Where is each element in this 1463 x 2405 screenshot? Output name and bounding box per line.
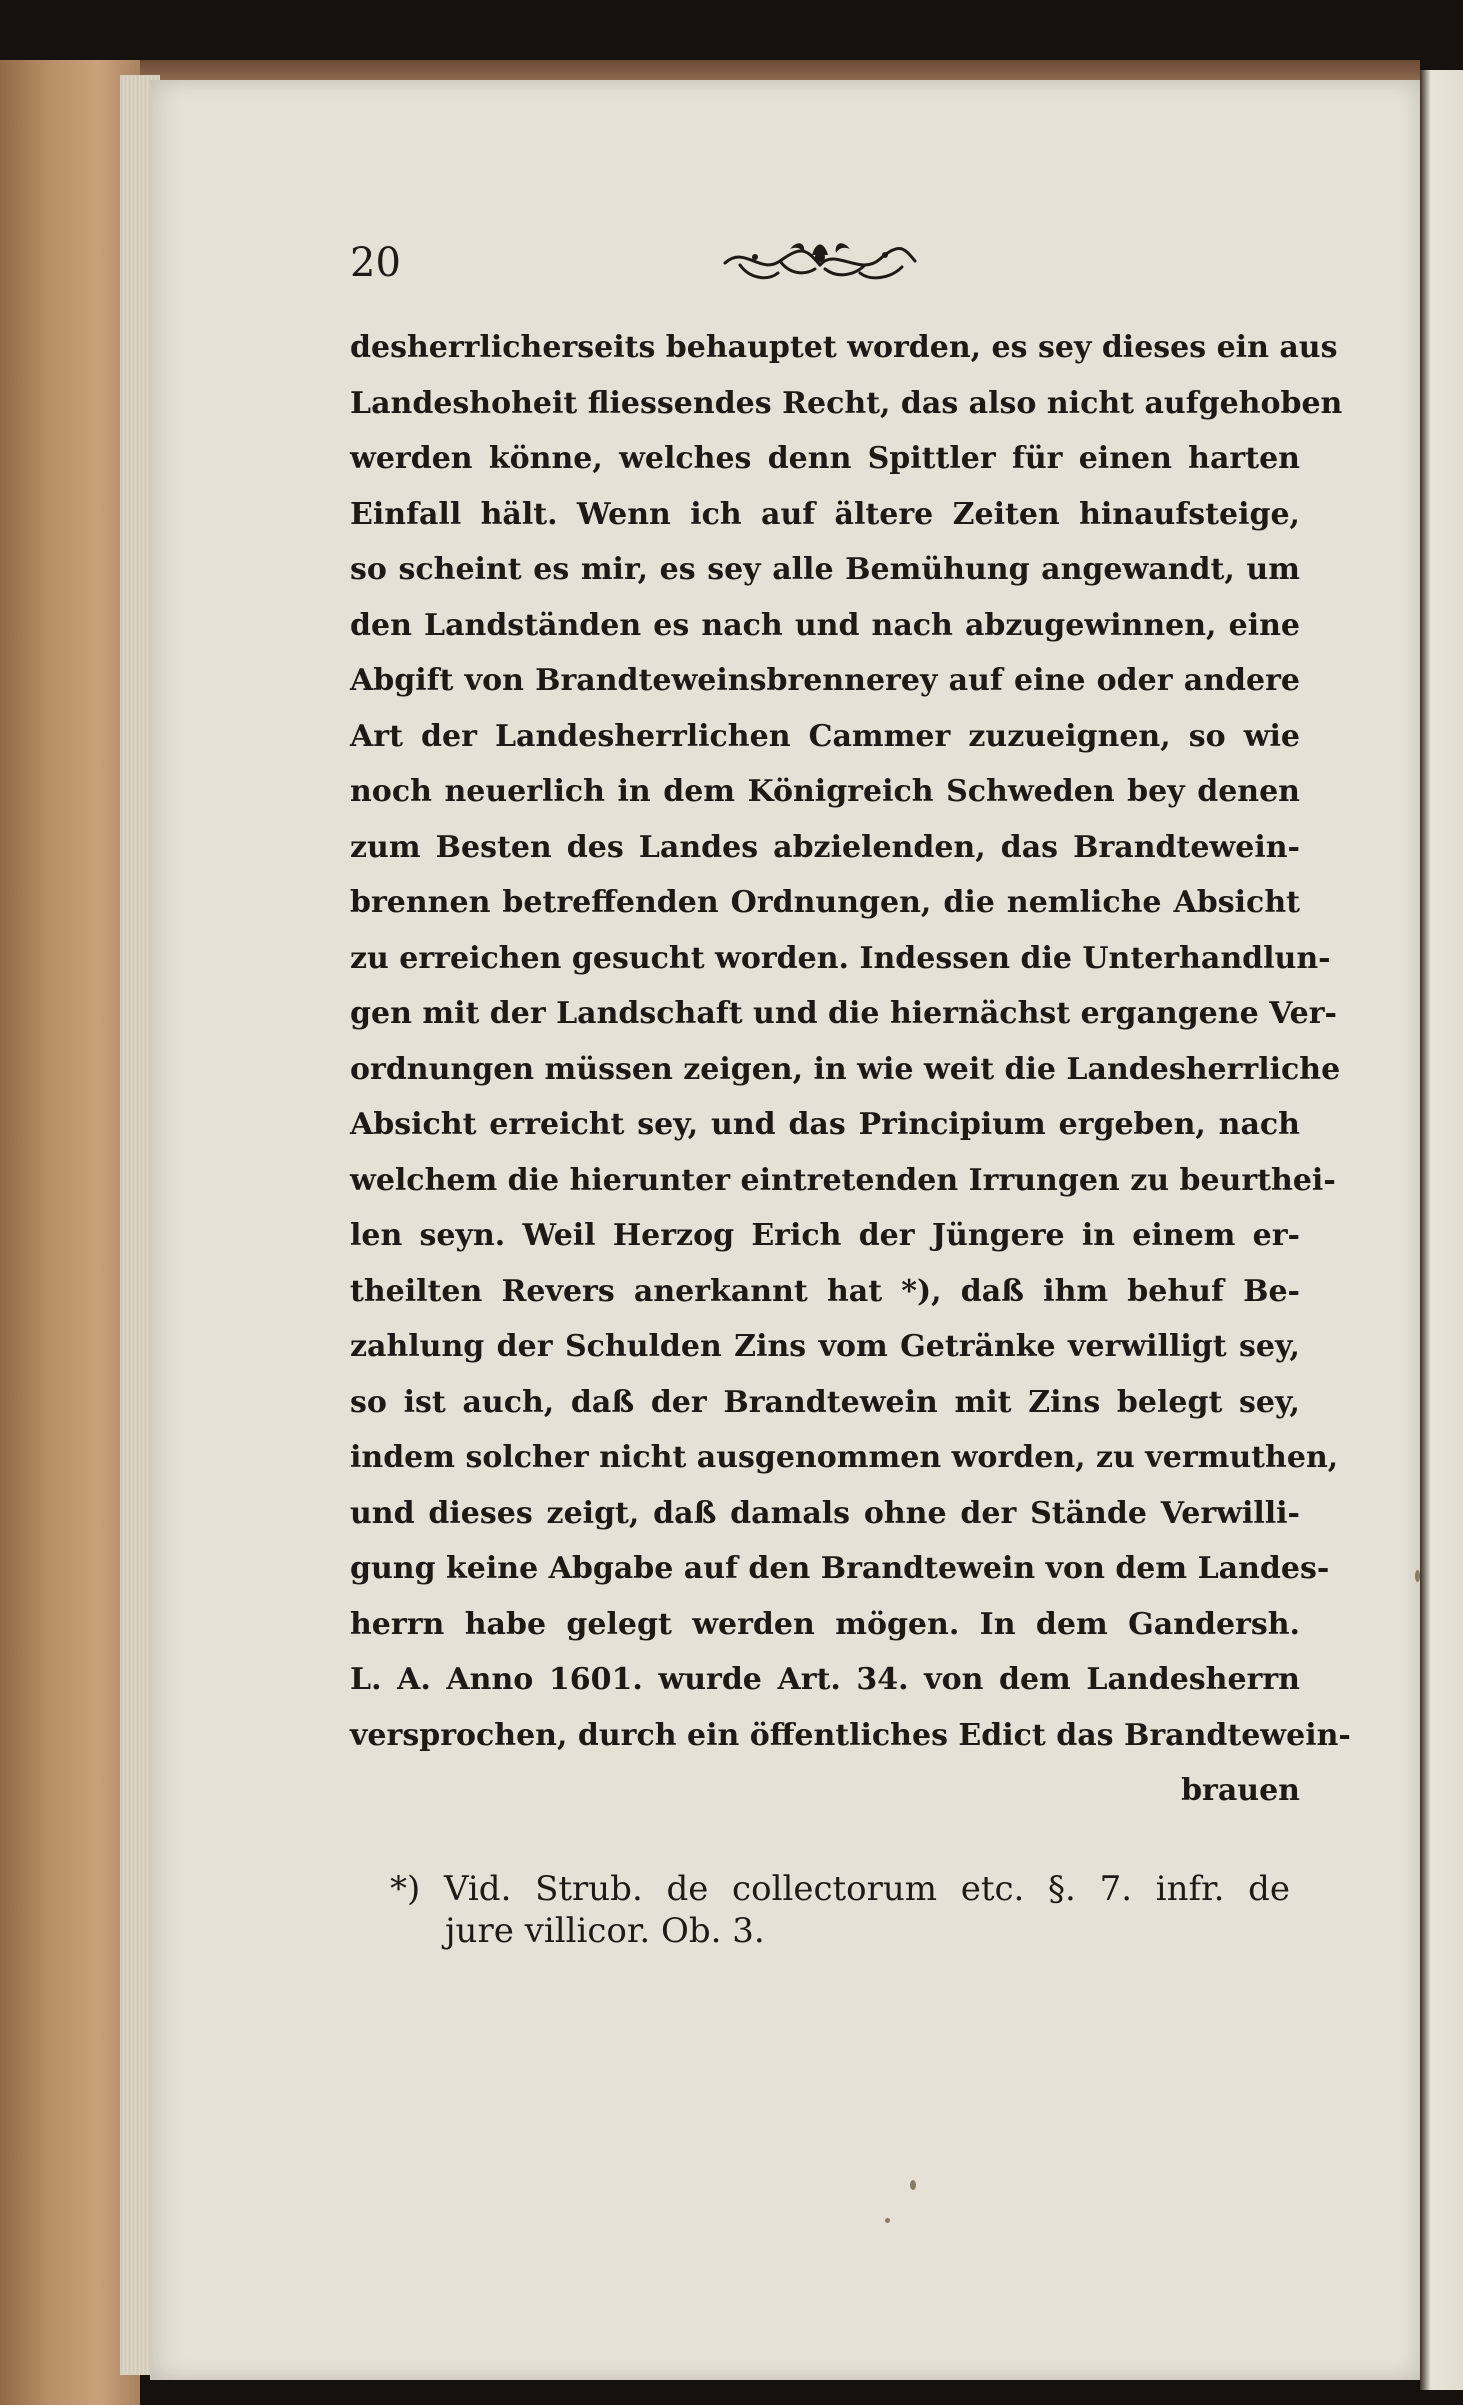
facing-page-edge	[1420, 70, 1463, 2390]
text-line: L. A. Anno 1601. wurde Art. 34. von dem Landesherrn	[350, 1662, 1300, 1697]
text-line: zahlung der Schulden Zins vom Getränke verwilligt sey,	[350, 1329, 1300, 1364]
text-line: gen mit der Landschaft und die hiernächst ergangene Ver-	[350, 996, 1337, 1031]
footnote-line: jure villicor. Ob. 3.	[445, 1911, 765, 1951]
text-line: Einfall hält. Wenn ich auf ältere Zeiten hinaufsteige,	[350, 496, 1300, 532]
text-line: zum Besten des Landes abzielenden, das Brandtewein-	[350, 829, 1300, 865]
text-line: ordnungen müssen zeigen, in wie weit die Landesherrliche	[350, 1051, 1341, 1087]
text-line: herrn habe gelegt werden mögen. In dem Gandersh.	[350, 1606, 1300, 1642]
text-line: welchem die hierunter eintretenden Irrungen zu beurthei-	[350, 1162, 1336, 1198]
text-line: versprochen, durch ein öffentliches Edict das Brandtewein-	[350, 1717, 1351, 1753]
footnote-line: *) Vid. Strub. de collectorum etc. §. 7. infr. de	[390, 1869, 1290, 1909]
paper-speck	[885, 2218, 890, 2223]
text-line: Absicht erreicht sey, und das Principium ergeben, nach	[350, 1107, 1300, 1142]
text-line: so ist auch, daß der Brandtewein mit Zins belegt sey,	[350, 1384, 1300, 1420]
text-line: gung keine Abgabe auf den Brandtewein von dem Landes-	[350, 1551, 1330, 1586]
paper-speck	[1415, 1570, 1420, 1582]
text-line: Landeshoheit fliessendes Recht, das also nicht aufgehoben	[350, 385, 1343, 421]
text-line: indem solcher nicht ausgenommen worden, zu vermuthen,	[350, 1440, 1339, 1475]
text-line: Art der Landesherrlichen Cammer zuzueignen, so wie	[350, 718, 1300, 754]
text-line: len seyn. Weil Herzog Erich der Jüngere in einem er-	[350, 1218, 1300, 1253]
footnote	[390, 1868, 1290, 1952]
text-line: brennen betreffenden Ordnungen, die nemliche Absicht	[350, 885, 1300, 920]
body-text	[350, 320, 1351, 1819]
catchword: brauen	[1181, 1773, 1300, 1808]
book-cover-left	[0, 60, 140, 2405]
printer-ornament-icon	[720, 235, 920, 290]
text-line: desherrlicherseits behauptet worden, es sey dieses ein aus	[350, 330, 1338, 365]
page-number: 20	[350, 240, 401, 286]
text-line: werden könne, welches denn Spittler für einen harten	[350, 441, 1300, 476]
text-line: Abgift von Brandteweinsbrennerey auf eine oder andere	[350, 663, 1300, 698]
text-line: noch neuerlich in dem Königreich Schweden bey denen	[350, 774, 1300, 809]
text-line: theilten Revers anerkannt hat *), daß ihm behuf Be-	[350, 1273, 1300, 1309]
text-line: so scheint es mir, es sey alle Bemühung angewandt, um	[350, 552, 1300, 587]
text-line: den Landständen es nach und nach abzugewinnen, eine	[350, 607, 1300, 643]
text-line: und dieses zeigt, daß damals ohne der Stände Verwilli-	[350, 1495, 1300, 1531]
text-line: zu erreichen gesucht worden. Indessen die Unterhandlun-	[350, 940, 1331, 976]
paper-speck	[910, 2180, 916, 2190]
